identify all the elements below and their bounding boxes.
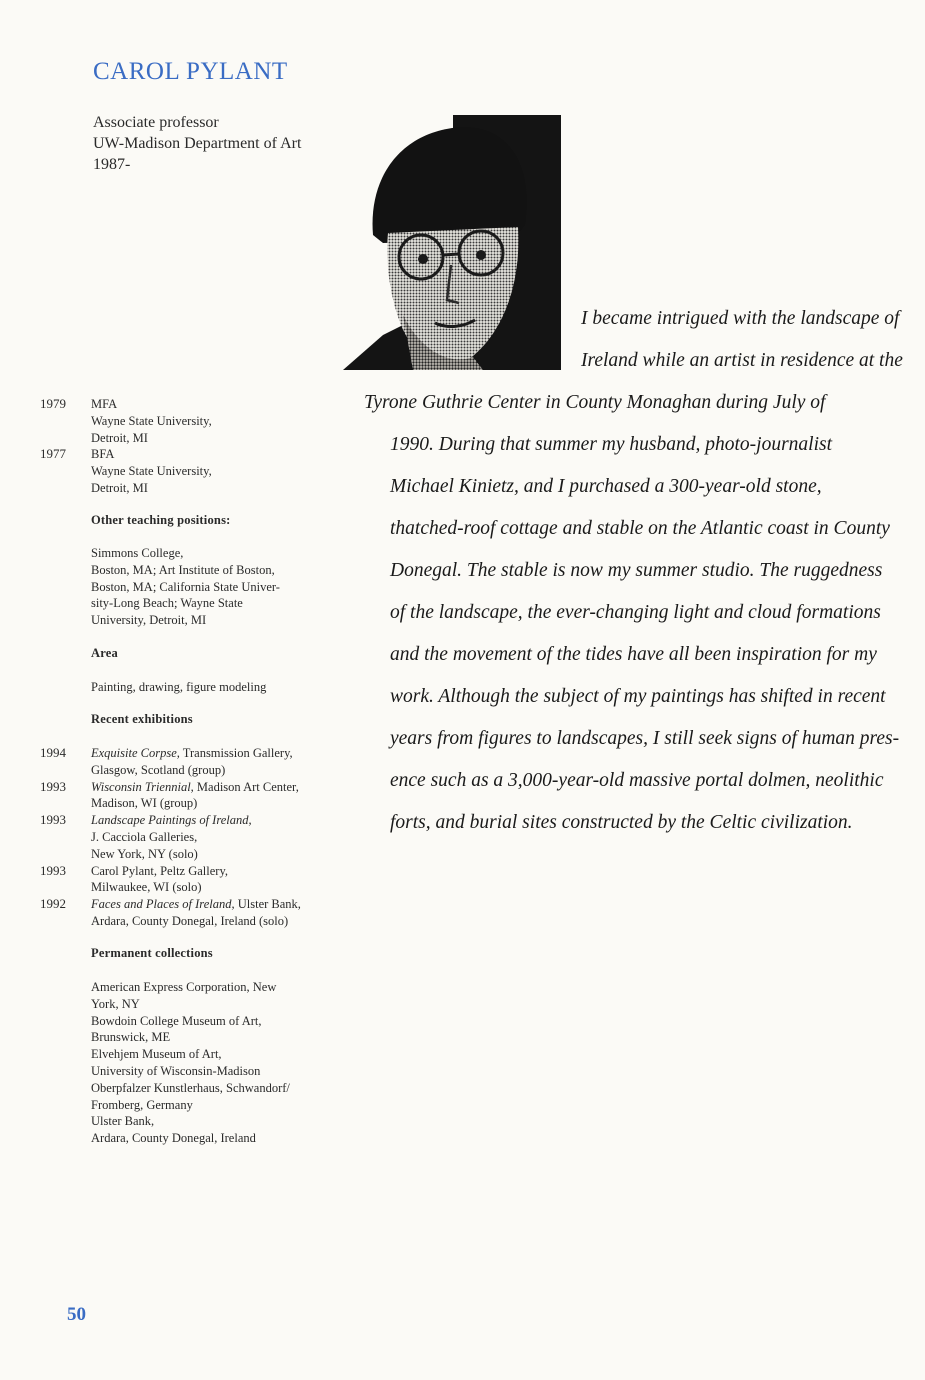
exhibition-location: Madison, WI (group): [91, 796, 198, 811]
affiliation: [93, 112, 301, 175]
statement-line: and the movement of the tides have all been inspiration for my: [390, 644, 877, 665]
area-heading: Area: [91, 646, 118, 660]
exhibitions-list: [40, 745, 340, 930]
teaching-line: Boston, MA; Art Institute of Boston,: [91, 562, 275, 577]
exhibition-year: 1993: [40, 812, 66, 828]
teaching-line: Boston, MA; California State Univer-: [91, 579, 280, 594]
statement-line: Tyrone Guthrie Center in County Monaghan during July of: [364, 392, 826, 413]
exhibition-title: Landscape Paintings of Ireland,: [91, 813, 252, 828]
exhibition-year: 1992: [40, 896, 66, 912]
statement-line: thatched-roof cottage and stable on the Atlantic coast in County: [390, 518, 890, 539]
statement-line: Donegal. The stable is now my summer studio. The ruggedness: [390, 560, 883, 581]
collection-line: University of Wisconsin-Madison: [91, 1063, 261, 1078]
statement-line: years from figures to landscapes, I still seek signs of human pres-: [390, 728, 900, 749]
exhibition-title: Faces and Places of Ireland,: [91, 897, 235, 912]
exhibitions-heading: Recent exhibitions: [91, 712, 193, 726]
statement-line: I became intrigued with the landscape of: [581, 308, 900, 329]
exhibition-title: Exquisite Corpse,: [91, 746, 180, 760]
artist-statement: [350, 298, 910, 844]
affiliation-department: UW-Madison Department of Art: [93, 135, 302, 152]
statement-line: ence such as a 3,000-year-old massive portal dolmen, neolithic: [390, 770, 884, 791]
statement-line: work. Although the subject of my paintings has shifted in recent: [390, 686, 886, 707]
collection-line: Oberpfalzer Kunstlerhaus, Schwandorf/: [91, 1080, 290, 1095]
collection-line: American Express Corporation, New: [91, 980, 277, 994]
exhibition-location: Ardara, County Donegal, Ireland (solo): [91, 913, 289, 928]
exhibition-entry: [40, 863, 340, 897]
affiliation-title: Associate professor: [93, 114, 219, 131]
artist-name: CAROL PYLANT: [93, 58, 288, 85]
degree: MFA: [91, 397, 118, 411]
collection-line: Bowdoin College Museum of Art,: [91, 1013, 262, 1028]
institution: Wayne State University,: [91, 464, 212, 479]
location: Detroit, MI: [91, 480, 148, 495]
teaching-line: University, Detroit, MI: [91, 613, 207, 628]
exhibition-venue: J. Cacciola Galleries,: [91, 829, 198, 844]
exhibition-venue: Ulster Bank,: [234, 897, 301, 912]
collection-line: Ulster Bank,: [91, 1114, 155, 1129]
statement-line: Michael Kinietz, and I purchased a 300-year-old stone,: [390, 476, 822, 497]
exhibition-venue: Transmission Gallery,: [179, 746, 293, 760]
education-list: [40, 396, 340, 497]
collections-list: [91, 979, 290, 1147]
exhibition-location: New York, NY (solo): [91, 846, 198, 861]
exhibition-entry: [40, 779, 340, 813]
location: Detroit, MI: [91, 430, 148, 445]
statement-line: of the landscape, the ever-changing light and cloud formations: [390, 602, 881, 623]
teaching-line: sity-Long Beach; Wayne State: [91, 596, 243, 611]
collections-heading: Permanent collections: [91, 946, 213, 960]
exhibition-title: Wisconsin Triennial,: [91, 779, 194, 794]
exhibition-year: 1994: [40, 745, 66, 760]
exhibition-year: 1993: [40, 862, 66, 878]
collection-line: Brunswick, ME: [91, 1030, 171, 1045]
area-text: Painting, drawing, figure modeling: [91, 680, 267, 694]
degree: BFA: [91, 447, 115, 462]
exhibition-year: 1993: [40, 778, 66, 794]
education-year: 1979: [40, 396, 66, 411]
exhibition-venue: Madison Art Center,: [193, 779, 299, 794]
affiliation-year: 1987-: [93, 156, 131, 173]
statement-line: forts, and burial sites constructed by the Celtic civilization.: [390, 812, 853, 833]
teaching-line: Simmons College,: [91, 546, 184, 560]
teaching-heading: Other teaching positions:: [91, 513, 231, 527]
exhibition-venue: Carol Pylant, Peltz Gallery,: [91, 863, 229, 878]
education-entry: [40, 446, 340, 496]
exhibition-entry: [40, 896, 340, 930]
education-year: 1977: [40, 446, 66, 462]
collection-line: Elvehjem Museum of Art,: [91, 1047, 222, 1062]
collection-line: Ardara, County Donegal, Ireland: [91, 1131, 256, 1146]
institution: Wayne State University,: [91, 413, 212, 428]
page-number: 50: [67, 1304, 86, 1325]
statement-line: 1990. During that summer my husband, photo-journalist: [390, 434, 833, 455]
education-entry: [40, 396, 340, 446]
statement-line: Ireland while an artist in residence at the: [581, 350, 903, 371]
exhibition-entry: [40, 745, 340, 779]
teaching-list: [91, 545, 280, 629]
collection-line: York, NY: [91, 996, 140, 1011]
exhibition-location: Glasgow, Scotland (group): [91, 762, 226, 777]
exhibition-entry: [40, 812, 340, 862]
exhibition-location: Milwaukee, WI (solo): [91, 880, 202, 895]
collection-line: Fromberg, Germany: [91, 1097, 193, 1112]
